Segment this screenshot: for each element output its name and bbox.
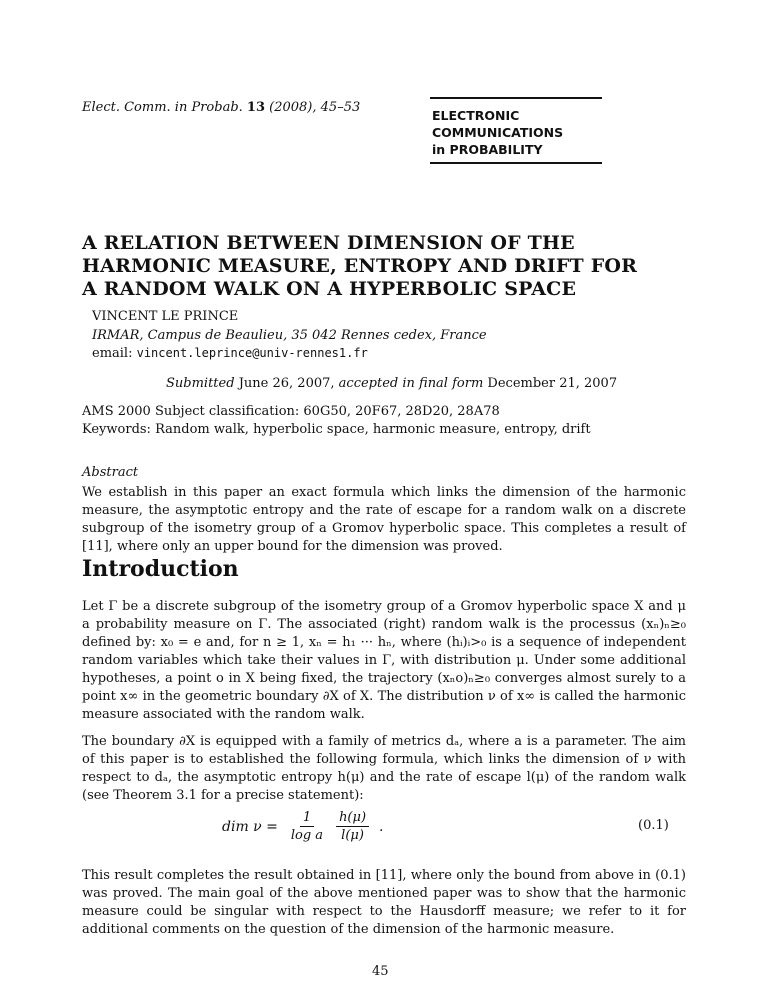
abstract-heading: Abstract [82,465,139,480]
fraction-1-over-log-a [288,810,326,843]
banner-line-1: ELECTRONIC [432,108,520,123]
fraction-denominator: log a [290,828,324,843]
keywords: Keywords: Random walk, hyperbolic space, harmonic measure, entropy, drift [82,422,591,437]
accepted-label: accepted in final form [338,376,484,391]
title-line-3: A RANDOM WALK ON A HYPERBOLIC SPACE [82,278,577,300]
equation-number: (0.1) [638,818,669,833]
title-line-2: HARMONIC MEASURE, ENTROPY AND DRIFT FOR [82,255,638,277]
banner-line-2: COMMUNICATIONS [432,125,564,140]
author-name: VINCENT LE PRINCE [92,309,239,324]
banner-line-3: in PROBABILITY [432,142,543,157]
fraction-numerator: 1 [300,810,314,827]
page-number: 45 [372,964,389,979]
formula-lhs: dim ν = [222,818,278,835]
formula-period: . [379,818,384,835]
journal-banner [430,97,602,164]
email-address[interactable]: vincent.leprince@univ-rennes1.fr [136,346,368,360]
submission-dates [166,376,617,391]
journal-abbrev: Elect. Comm. in Probab. [82,100,243,115]
journal-year-pages: (2008), 45–53 [269,100,361,115]
intro-heading: Introduction [82,556,239,582]
intro-paragraph-2: The boundary ∂X is equipped with a family of metrics dₐ, where a is a parameter. The aim of this paper is to established the following formula, which links the dimension of ν with respect to dₐ, the asymptotic entropy h(μ) and the rate of escape l(μ) of the random walk (see Theorem 3.1 for a precise statement): [82,734,686,803]
title-line-1: A RELATION BETWEEN DIMENSION OF THE [82,232,575,254]
email-label: email: [92,346,133,361]
author-affiliation: IRMAR, Campus de Beaulieu, 35 042 Rennes cedex, France [92,328,487,343]
accepted-date: December 21, 2007 [487,376,618,391]
journal-volume: 13 [246,100,266,115]
fraction-entropy-over-drift [336,810,369,843]
paper-title [82,232,692,301]
ams-classification: AMS 2000 Subject classification: 60G50, 20F67, 28D20, 28A78 [82,404,500,419]
submitted-date: June 26, 2007, [238,376,335,391]
abstract-body: We establish in this paper an exact formula which links the dimension of the harmonic measure, the asymptotic entropy and the rate of escape for a random walk on a discrete subgroup of the isometry group of a Gromov hyperbolic space. This completes a result of [11], where only an upper bound for the dimension was proved. [82,485,686,554]
author-email [92,346,368,361]
main-formula [222,810,383,843]
intro-paragraph-3: This result completes the result obtained in [11], where only the bound from above in (0.1) was proved. The main goal of the above mentioned paper was to show that the harmonic measure could be singular with respect to the Hausdorff measure; we refer to it for additional comments on the question of the dimension of the harmonic measure. [82,868,686,937]
intro-paragraph-1: Let Γ be a discrete subgroup of the isometry group of a Gromov hyperbolic space X and μ a probability measure on Γ. The associated (right) random walk is the processus (xₙ)ₙ≥₀ defined by: x₀ = e and, for n ≥ 1, xₙ = h₁ ··· hₙ, where (hᵢ)ᵢ>₀ is a sequence of independent random variables which take their values in Γ, with distribution μ. Under some additional hypotheses, a point o in X being fixed, the trajectory (xₙo)ₙ≥₀ converges almost surely to a point x∞ in the geometric boundary ∂X of X. The distribution ν of x∞ is called the harmonic measure associated with the random walk. [82,599,686,722]
fraction-denominator: l(μ) [341,828,364,843]
journal-reference [82,100,360,115]
fraction-numerator: h(μ) [336,810,369,827]
submitted-label: Submitted [166,376,235,391]
